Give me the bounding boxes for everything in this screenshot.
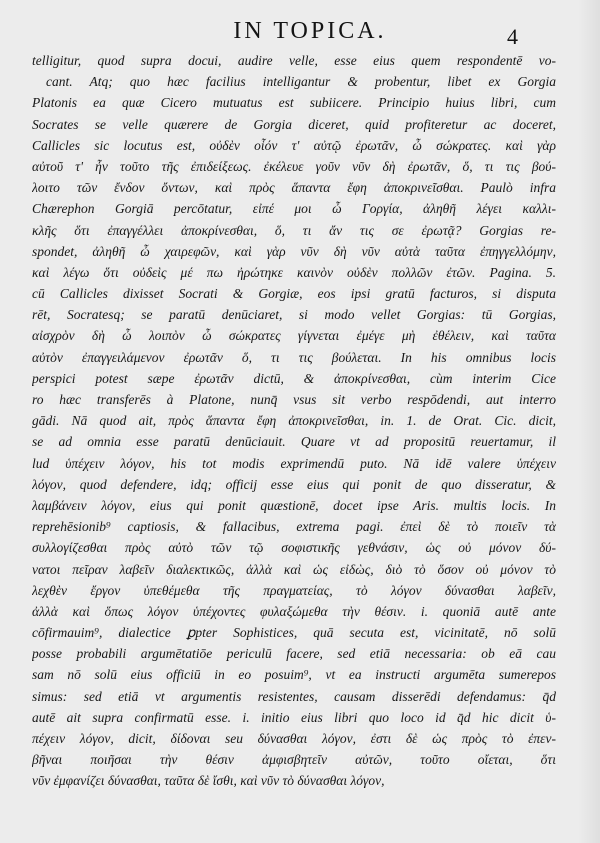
- text-line: καὶ λέγω ὅτι οὐδεὶς μέ πω ἠρώτηκε καινὸν οὐδὲν πολλῶν ἐτῶν. Pagina. 5.: [32, 264, 556, 280]
- text-line: Socrates se velle quærere de Gorgia diceret, quid profiteretur ac doceret,: [32, 116, 556, 132]
- text-line: rēt, Socratesq; se paratū denūciaret, si modo vellet Gorgias: tū Gorgias,: [32, 307, 556, 323]
- text-line: se ad omnia esse paratū denūciauit. Quare vt ad propositū reuertamur, il: [32, 434, 556, 450]
- text-line: κλῆς ὅτι ἐπαγγέλλει ἀποκρίνεσθαι, ὅ, τι ἄν τις σε ἐρωτᾷ? Gorgias re-: [32, 222, 556, 238]
- text-line: lud ὑπέχειν λόγον, his tot modis exprimendū puto. Nā idē valere ὑπέχειν: [32, 455, 556, 471]
- text-line: πέχειν λόγον, dicit, δίδοναι seu δύνασθαι λόγον, ἐστι δὲ ὡς πρὸς τὸ ἐπεν-: [32, 731, 556, 746]
- text-line: νῦν ἐμφανίζει δύνασθαι, ταῦτα δὲ ἴσθι, καὶ νῦν τὸ δύνασθαι λόγον,: [32, 773, 385, 789]
- text-line: telligitur, quod supra docui, audire velle, esse eius quem respondentē vo-: [32, 53, 556, 68]
- page-edge-shadow: [578, 0, 600, 843]
- text-line: ἀλλὰ καὶ ὅπως λόγον ὑπέχοντες φυλαξώμεθα τὴν θέσιν. i. quoniā autē ante: [32, 603, 556, 619]
- text-line: λαμβάνειν λόγον, eius qui ponit quæstionē, docet ipse Aris. multis locis. In: [32, 497, 556, 513]
- text-line: βῆναι ποιῆσαι τὴν θέσιν ἀμφισβητεῖν αὐτῶν, τοῦτο οἴεται, ὅτι: [32, 752, 556, 768]
- text-line: cōfirmauim⁹, dialectice ꝑpter Sophistices, quā secuta est, vicinitatē, nō solū: [32, 625, 556, 641]
- text-line: simus: sed etiā vt argumentis resistentes, causam disserēdi defendamus: q̄d: [32, 688, 556, 704]
- text-line: sam nō solū eius officiū in eo posuim⁹, vt ea instructi argumēta sumerepos: [32, 667, 556, 683]
- running-head: IN TOPICA.: [233, 18, 387, 44]
- text-line: συλλογίζεσθαι πρὸς αὐτὸ τῶν τῷ σοφιστικῆς γεθνάσιν, ὡς οὐ μόνον δύ-: [32, 540, 556, 556]
- text-line: νατοι πεῖραν λαβεῖν διαλεκτικῶς, ἀλλὰ καὶ ὡς εἰδὼς, διὸ τὸ ὅσον οὐ μόνον τὸ: [32, 561, 556, 577]
- text-line: Platonis ea quæ Cicero mutuatus est subiicere. Principio huius libri, cum: [32, 95, 556, 111]
- text-line: cū Callicles dixisset Socrati & Gorgiæ, eos ipsi gratū facturos, si disputa: [32, 286, 556, 302]
- text-line: Callicles sic locutus est, οὐδὲν οἷόν τ' αὐτῷ ἐρωτᾶν, ὦ σώκρατες. καὶ γὰρ: [32, 137, 556, 153]
- text-line: αὐτὸν ἐπαγγειλάμενον ἐρωτᾶν ὅ, τι τις βούλεται. In his omnibus locis: [32, 349, 556, 365]
- text-line: λεχθὲν ἔργον ὑπεθέμεθα τῆς πραγματείας, τὸ λόγον δύνασθαι λαβεῖν,: [32, 582, 556, 598]
- text-line: autē ait supra confirmatū esse. i. initio eius libri quo loco id q̄d hic dicit ὑ-: [32, 709, 556, 725]
- text-line: posse probabili argumētatiōe periculū facere, sed etiā necessaria: ob eā cau: [32, 646, 556, 662]
- text-line: ro hæc transferēs à Platone, nunq̄ vsus sit verbo respōdendi, aut interro: [32, 392, 556, 407]
- text-line: αἰσχρὸν δὴ ὦ λοιπὸν ὦ σώκρατες γίγνεται ἐμέγε μὴ ἐθέλειν, καὶ ταῦτα: [32, 328, 556, 344]
- body-text: [32, 50, 556, 792]
- text-line: αὐτοῦ τ' ἦν τοῦτο τῆς ἐπιδείξεως. ἐκέλευε γοῦν νῦν δὴ ἐρωτᾶν, ὅ, τι τις βού-: [32, 158, 556, 174]
- text-line: gādi. Nā quod ait, πρὸς ἅπαντα ἔφη ἀποκρινεῖσθαι, in. 1. de Orat. Cic. dicit,: [32, 413, 556, 429]
- text-line: λοιτο τῶν ἔνδον ὄντων, καὶ πρὸς ἅπαντα ἔφη ἀποκρινεῖσθαι. Paulò infra: [32, 180, 556, 196]
- text-line: perspici potest sæpe ἐρωτᾶν dictū, & ἀποκρίνεσθαι, cùm interim Cice: [32, 370, 556, 386]
- text-line: Chærephon Gorgiā percōtatur, εἰπέ μοι ὦ Γοργία, ἀληθῆ λέγει καλλι-: [32, 201, 556, 217]
- text-line: reprehēsionib⁹ captiosis, & fallacibus, extrema pagi. ἐπεὶ δὲ τὸ ποιεῖν τὰ: [32, 519, 556, 535]
- page-number: 4: [507, 24, 518, 49]
- text-line: λόγον, quod defendere, idq; officij esse eius qui ponit de quo disseratur, &: [32, 476, 556, 492]
- text-line: spondet, ἀληθῆ ὦ χαιρεφῶν, καὶ γὰρ νῦν δὴ νῦν αὐτὰ ταῦτα ἐπηγγελλόμην,: [32, 243, 556, 259]
- text-line: cant. Atq; quo hæc facilius intelligantur & probentur, libet ex Gorgia: [46, 74, 556, 90]
